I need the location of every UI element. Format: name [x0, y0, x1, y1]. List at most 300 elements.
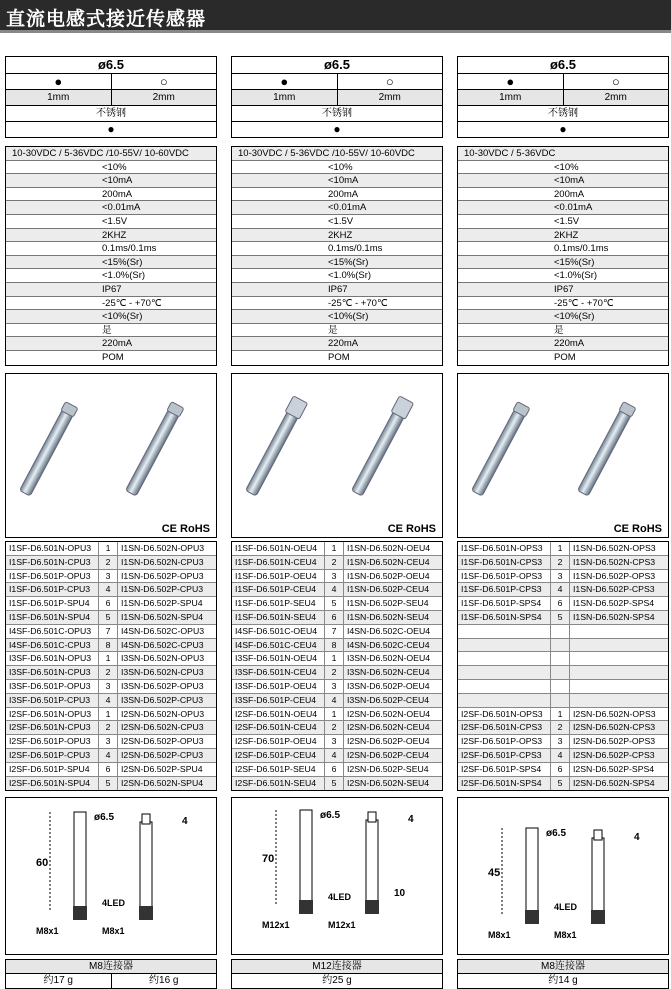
- flush-model: [458, 694, 550, 707]
- model-row: [458, 639, 668, 653]
- connector: [591, 910, 605, 924]
- flush-model: [458, 680, 550, 693]
- wiring-number: 7: [98, 625, 118, 638]
- model-row: [458, 721, 668, 735]
- model-row: [6, 652, 216, 666]
- spec-value: <1.0%(Sr): [6, 269, 216, 283]
- nonflush-model: [570, 625, 668, 638]
- spec-value: <15%(Sr): [6, 256, 216, 270]
- flush-model: I1SF-D6.501P-OEU4: [235, 570, 317, 581]
- wiring-number: 6: [98, 763, 118, 776]
- nonflush-model: I1SN-D6.502P-CEU4: [347, 584, 430, 595]
- diameter-header: ø6.5: [231, 56, 443, 74]
- spec-value: POM: [102, 351, 124, 363]
- distance-nonflush: 2mm: [111, 90, 217, 105]
- material-dot: ●: [5, 122, 217, 138]
- model-row: [232, 777, 442, 791]
- spec-value: <10mA: [232, 174, 442, 188]
- model-row: [6, 583, 216, 597]
- sensor-body: [592, 838, 604, 916]
- spec-value: 220mA: [6, 337, 216, 351]
- nonflush-model: I3SN-D6.502P-CEU4: [347, 694, 430, 705]
- flush-model: [458, 639, 550, 652]
- cap-dimension: 4: [182, 816, 188, 827]
- model-row: [6, 777, 216, 791]
- nonflush-model: I1SN-D6.502N-CEU4: [347, 556, 430, 567]
- drawing-svg: [232, 798, 442, 954]
- led-label: 4LED: [102, 898, 126, 908]
- flush-model: I2SF-D6.501P-OPS3: [461, 736, 543, 747]
- wiring-number: [550, 652, 570, 665]
- nonflush-model: I2SN-D6.502N-CEU4: [347, 722, 430, 733]
- flush-model: I3SF-D6.501P-OPU3: [9, 680, 91, 691]
- wiring-number: 3: [98, 680, 118, 693]
- wiring-number: 4: [98, 694, 118, 707]
- flush-model: I1SF-D6.501P-CPU3: [9, 584, 91, 595]
- model-table: [231, 541, 443, 791]
- nonflush-dot: ○: [337, 74, 443, 89]
- spec-value: <15%(Sr): [232, 256, 442, 270]
- spec-column: [231, 56, 443, 366]
- thread-label-2: M12x1: [328, 920, 356, 930]
- connector-footer: [457, 959, 669, 989]
- nonflush-model: I1SN-D6.502N-SPS4: [573, 611, 655, 622]
- dimension-drawing: [457, 797, 669, 955]
- connector-footer: [5, 959, 217, 989]
- nonflush-model: I1SN-D6.502P-OPS3: [573, 570, 656, 581]
- flush-model: I3SF-D6.501P-OEU4: [235, 680, 317, 691]
- flush-model: I4SF-D6.501C-CPU3: [9, 639, 91, 650]
- wiring-number: 4: [550, 749, 570, 762]
- wiring-number: 4: [324, 749, 344, 762]
- model-row: [6, 666, 216, 680]
- nonflush-model: I1SN-D6.502P-CPS3: [573, 584, 655, 595]
- ce-rohs-mark: CE RoHS: [613, 523, 662, 535]
- model-row: [6, 639, 216, 653]
- wiring-number: 8: [98, 639, 118, 652]
- wiring-number: 5: [324, 597, 344, 610]
- model-row: [232, 611, 442, 625]
- ce-rohs-mark: CE RoHS: [161, 523, 210, 535]
- nonflush-model: I1SN-D6.502P-SPU4: [121, 598, 203, 609]
- flush-model: I4SF-D6.501C-OPU3: [9, 625, 92, 636]
- model-row: [232, 680, 442, 694]
- wiring-number: 4: [98, 583, 118, 596]
- spec-value: -25℃ - +70℃: [6, 297, 216, 311]
- model-row: [6, 597, 216, 611]
- flush-model: I2SF-D6.501P-OPU3: [9, 736, 91, 747]
- connector: [139, 906, 153, 920]
- wiring-number: 2: [550, 721, 570, 734]
- model-row: [6, 570, 216, 584]
- wiring-number: 2: [324, 556, 344, 569]
- flush-model: I4SF-D6.501C-OEU4: [235, 625, 318, 636]
- flush-model: I1SF-D6.501N-CPU3: [9, 556, 91, 567]
- thread-label-2: M8x1: [102, 926, 125, 936]
- thread-label-2: M8x1: [554, 930, 577, 940]
- connector: [365, 900, 379, 914]
- nonflush-model: I2SN-D6.502N-SPS4: [573, 777, 655, 788]
- model-row: [458, 625, 668, 639]
- flush-model: I3SF-D6.501N-CPU3: [9, 667, 91, 678]
- nonflush-model: [570, 666, 668, 679]
- spec-value: <0.01mA: [232, 201, 442, 215]
- nonflush-model: I1SN-D6.502N-OEU4: [347, 543, 431, 553]
- sensor-image: [458, 374, 668, 514]
- thread-label-1: M12x1: [262, 920, 290, 930]
- spec-value: POM: [328, 351, 350, 363]
- diameter-label: ø6.5: [546, 828, 567, 839]
- wiring-number: [550, 680, 570, 693]
- model-row: [232, 625, 442, 639]
- nonflush-model: I3SN-D6.502N-OPU3: [121, 653, 205, 664]
- nonflush-model: I2SN-D6.502P-SPS4: [573, 763, 655, 774]
- nonflush-model: I1SN-D6.502P-OEU4: [347, 570, 430, 581]
- nonflush-model: I4SN-D6.502C-CPU3: [121, 639, 204, 650]
- wiring-number: 3: [550, 735, 570, 748]
- spec-value: 200mA: [458, 188, 668, 202]
- model-row: [458, 556, 668, 570]
- nonflush-dot: ○: [111, 74, 217, 89]
- weight-2: 约16 g: [111, 974, 217, 988]
- spec-value: <1.0%(Sr): [232, 269, 442, 283]
- spec-value: <10%: [232, 161, 442, 175]
- spec-value: 0.1ms/0.1ms: [6, 242, 216, 256]
- led-label: 4LED: [554, 902, 578, 912]
- model-row: [458, 708, 668, 722]
- wiring-number: 5: [324, 777, 344, 791]
- flush-model: I2SF-D6.501N-CPU3: [9, 722, 91, 733]
- wiring-number: 4: [550, 583, 570, 596]
- flush-model: I1SF-D6.501N-CPS3: [461, 556, 543, 567]
- connector: [299, 900, 313, 914]
- wiring-number: 6: [98, 597, 118, 610]
- spec-value: 10-30VDC / 5-36VDC /10-55V/ 10-60VDC: [6, 147, 216, 161]
- drawing-svg: [458, 798, 668, 954]
- wiring-number: [550, 639, 570, 652]
- nonflush-model: I2SN-D6.502N-OPU3: [121, 708, 205, 719]
- distance-row: [231, 90, 443, 106]
- wiring-number: 3: [98, 735, 118, 748]
- cap-dimension: 4: [634, 832, 640, 843]
- wiring-number: 1: [324, 542, 344, 555]
- thread-label-1: M8x1: [488, 930, 511, 940]
- nonflush-model: I3SN-D6.502P-CPU3: [121, 694, 204, 705]
- wiring-number: 3: [550, 570, 570, 583]
- nonflush-model: I3SN-D6.502P-OEU4: [347, 680, 430, 691]
- weight-1: 约14 g: [548, 975, 578, 986]
- nonflush-model: I4SN-D6.502C-OPU3: [121, 625, 205, 636]
- nonflush-model: I1SN-D6.502N-CPU3: [121, 556, 204, 567]
- flush-model: I1SF-D6.501N-OPU3: [9, 543, 92, 553]
- model-row: [458, 652, 668, 666]
- model-row: [6, 749, 216, 763]
- model-row: [458, 680, 668, 694]
- spec-value: 2KHZ: [6, 229, 216, 243]
- nonflush-model: [570, 639, 668, 652]
- model-table: [457, 541, 669, 791]
- nonflush-model: [570, 680, 668, 693]
- model-row: [6, 708, 216, 722]
- material-row: 不锈钢: [231, 106, 443, 122]
- spec-value: <1.5V: [232, 215, 442, 229]
- model-row: [232, 666, 442, 680]
- model-row: [232, 708, 442, 722]
- flush-model: I3SF-D6.501N-OPU3: [9, 653, 92, 664]
- sensor-cap: [368, 812, 376, 822]
- material-dot: ●: [231, 122, 443, 138]
- nonflush-model: [570, 652, 668, 665]
- spec-value: 0.1ms/0.1ms: [458, 242, 668, 256]
- flush-model: I2SF-D6.501P-CEU4: [235, 749, 317, 760]
- sensor-body: [300, 810, 312, 906]
- sensor-body: [140, 822, 152, 912]
- flush-model: I2SF-D6.501P-CPS3: [461, 749, 542, 760]
- model-table: [5, 541, 217, 791]
- model-row: [232, 749, 442, 763]
- model-row: [458, 735, 668, 749]
- diameter-label: ø6.5: [94, 812, 115, 823]
- wiring-number: 6: [324, 611, 344, 624]
- wiring-number: 2: [324, 721, 344, 734]
- nonflush-model: I2SN-D6.502P-OPS3: [573, 736, 656, 747]
- spec-value: 2KHZ: [458, 229, 668, 243]
- spec-value: <10%(Sr): [232, 310, 442, 324]
- model-row: [232, 652, 442, 666]
- wiring-number: 2: [98, 666, 118, 679]
- diameter-header: ø6.5: [457, 56, 669, 74]
- drawing-svg: [6, 798, 216, 954]
- flush-model: I1SF-D6.501P-SPU4: [9, 598, 90, 609]
- flush-model: I2SF-D6.501N-SPU4: [9, 777, 91, 788]
- diameter-header: ø6.5: [5, 56, 217, 74]
- nonflush-model: I1SN-D6.502P-SEU4: [347, 598, 429, 609]
- wiring-number: 1: [324, 708, 344, 721]
- spec-table: [231, 146, 443, 366]
- flush-model: I2SF-D6.501N-CPS3: [461, 722, 543, 733]
- nonflush-model: I3SN-D6.502N-CPU3: [121, 667, 204, 678]
- wiring-number: 2: [98, 721, 118, 734]
- spec-value: <1.5V: [458, 215, 668, 229]
- spec-column: [5, 56, 217, 366]
- wiring-number: 3: [324, 680, 344, 693]
- nonflush-model: I2SN-D6.502P-SEU4: [347, 763, 429, 774]
- flush-model: I2SF-D6.501P-SEU4: [235, 763, 316, 774]
- model-row: [458, 777, 668, 791]
- nonflush-model: I2SN-D6.502N-SPU4: [121, 777, 204, 788]
- nonflush-dot: ○: [563, 74, 669, 89]
- flush-dot: ●: [280, 74, 289, 89]
- diameter-label: ø6.5: [320, 810, 341, 821]
- spec-value: IP67: [232, 283, 442, 297]
- flush-model: I2SF-D6.501N-CEU4: [235, 722, 317, 733]
- sensor-cap: [594, 830, 602, 840]
- wiring-number: 3: [98, 570, 118, 583]
- flush-model: I2SF-D6.501N-OEU4: [235, 708, 318, 719]
- nonflush-model: I2SN-D6.502N-OPS3: [573, 708, 656, 719]
- model-row: [458, 542, 668, 556]
- distance-nonflush: 2mm: [337, 90, 443, 105]
- flush-model: I3SF-D6.501N-CEU4: [235, 667, 317, 678]
- model-row: [458, 694, 668, 708]
- model-row: [458, 570, 668, 584]
- distance-nonflush: 2mm: [563, 90, 669, 105]
- spec-value: <10%: [458, 161, 668, 175]
- height-dimension: 60: [36, 857, 49, 869]
- wiring-number: 8: [324, 639, 344, 652]
- wiring-number: 7: [324, 625, 344, 638]
- spec-value: 200mA: [6, 188, 216, 202]
- flush-model: [458, 652, 550, 665]
- model-row: [6, 556, 216, 570]
- material-row: 不锈钢: [457, 106, 669, 122]
- wiring-number: 1: [98, 652, 118, 665]
- spec-value: <10%(Sr): [458, 310, 668, 324]
- nonflush-model: I3SN-D6.502N-CEU4: [347, 667, 430, 678]
- nonflush-model: I2SN-D6.502P-CEU4: [347, 749, 430, 760]
- nonflush-model: I2SN-D6.502N-SEU4: [347, 777, 430, 788]
- flush-model: I1SF-D6.501P-SPS4: [461, 598, 542, 609]
- model-row: [458, 611, 668, 625]
- wiring-number: 5: [550, 777, 570, 791]
- model-row: [458, 749, 668, 763]
- connector-type: M12连接器: [232, 960, 442, 974]
- wiring-number: 5: [98, 611, 118, 624]
- mount-symbol-row: [231, 74, 443, 90]
- nonflush-model: I1SN-D6.502N-CPS3: [573, 556, 656, 567]
- flush-model: I2SF-D6.501P-SPU4: [9, 763, 90, 774]
- nonflush-model: I1SN-D6.502N-OPU3: [121, 543, 205, 553]
- spec-value: 10-30VDC / 5-36VDC /10-55V/ 10-60VDC: [232, 147, 442, 161]
- sensor-body: [74, 812, 86, 912]
- page-title: 直流电感式接近传感器: [6, 9, 207, 30]
- wiring-number: [550, 625, 570, 638]
- model-row: [232, 570, 442, 584]
- wiring-number: 3: [324, 735, 344, 748]
- spec-value: <10%(Sr): [6, 310, 216, 324]
- nonflush-model: I3SN-D6.502N-OEU4: [347, 653, 431, 664]
- spec-column: [457, 56, 669, 366]
- height-dimension: 70: [262, 853, 275, 865]
- dimension-drawing: [231, 797, 443, 955]
- wiring-number: 1: [98, 542, 118, 555]
- material-row: 不锈钢: [5, 106, 217, 122]
- nonflush-model: I2SN-D6.502P-CPS3: [573, 749, 655, 760]
- model-row: [458, 583, 668, 597]
- wiring-number: 2: [98, 556, 118, 569]
- flush-model: I1SF-D6.501N-SPU4: [9, 611, 91, 622]
- spec-value: 是: [232, 324, 442, 338]
- spec-value: -25℃ - +70℃: [232, 297, 442, 311]
- wiring-number: 5: [550, 611, 570, 624]
- nonflush-model: I2SN-D6.502N-CPU3: [121, 722, 204, 733]
- nonflush-model: I2SN-D6.502P-OEU4: [347, 736, 430, 747]
- flush-model: I1SF-D6.501N-CEU4: [235, 556, 317, 567]
- led-label: 4LED: [328, 892, 352, 902]
- sensor-image: [232, 374, 442, 514]
- thread-label-1: M8x1: [36, 926, 59, 936]
- connector-footer: [231, 959, 443, 989]
- flush-model: I3SF-D6.501P-CEU4: [235, 694, 317, 705]
- model-row: [232, 597, 442, 611]
- spec-table: [457, 146, 669, 366]
- mount-symbol-row: [457, 74, 669, 90]
- model-row: [6, 721, 216, 735]
- nonflush-model: I4SN-D6.502C-CEU4: [347, 639, 430, 650]
- flush-model: I1SF-D6.501P-OPS3: [461, 570, 543, 581]
- spec-value: 10-30VDC / 5-36VDC: [458, 147, 668, 161]
- connector: [525, 910, 539, 924]
- ce-rohs-mark: CE RoHS: [387, 523, 436, 535]
- spec-value: 2KHZ: [232, 229, 442, 243]
- spec-value: <1.5V: [6, 215, 216, 229]
- nonflush-model: I2SN-D6.502P-OPU3: [121, 736, 204, 747]
- flush-model: [458, 625, 550, 638]
- flush-model: I1SF-D6.501N-SPS4: [461, 611, 542, 622]
- wiring-number: 4: [98, 749, 118, 762]
- dimension-drawing: [5, 797, 217, 955]
- model-row: [458, 763, 668, 777]
- spec-value: <15%(Sr): [458, 256, 668, 270]
- flush-model: I2SF-D6.501P-SPS4: [461, 763, 542, 774]
- model-row: [232, 583, 442, 597]
- spec-table: [5, 146, 217, 366]
- wiring-number: 6: [324, 763, 344, 776]
- flush-model: I1SF-D6.501N-OPS3: [461, 543, 543, 553]
- flush-model: I2SF-D6.501N-OPS3: [461, 708, 543, 719]
- spec-value: <10%: [6, 161, 216, 175]
- flush-model: I2SF-D6.501P-OEU4: [235, 736, 317, 747]
- flush-dot: ●: [506, 74, 515, 89]
- sensor-image: [6, 374, 216, 514]
- flush-model: I1SF-D6.501P-CEU4: [235, 584, 317, 595]
- sensor-cap: [142, 814, 150, 824]
- model-row: [232, 556, 442, 570]
- mount-symbol-row: [5, 74, 217, 90]
- spec-value: <0.01mA: [6, 201, 216, 215]
- wiring-number: 6: [550, 763, 570, 776]
- model-row: [6, 611, 216, 625]
- material-dot: ●: [457, 122, 669, 138]
- weight-row: [232, 974, 442, 988]
- flush-model: I2SF-D6.501N-OPU3: [9, 708, 92, 719]
- model-row: [458, 666, 668, 680]
- connector-type: M8连接器: [6, 960, 216, 974]
- spec-value: 是: [6, 324, 216, 338]
- sensor-body: [526, 828, 538, 916]
- weight-1: 约17 g: [43, 975, 73, 986]
- nonflush-model: I1SN-D6.502N-SPU4: [121, 611, 204, 622]
- spec-value: 220mA: [458, 337, 668, 351]
- model-row: [6, 680, 216, 694]
- flush-model: I4SF-D6.501C-CEU4: [235, 639, 317, 650]
- model-row: [6, 735, 216, 749]
- model-row: [6, 694, 216, 708]
- spec-value: <10mA: [6, 174, 216, 188]
- nonflush-model: I1SN-D6.502P-SPS4: [573, 598, 655, 609]
- spec-value: POM: [554, 351, 576, 363]
- flush-model: [458, 666, 550, 679]
- flush-model: I2SF-D6.501N-SEU4: [235, 777, 317, 788]
- nonflush-model: I2SN-D6.502P-CPU3: [121, 749, 204, 760]
- weight-1: 约25 g: [322, 975, 352, 986]
- connector-length: 10: [394, 888, 406, 899]
- flush-model: I2SF-D6.501N-SPS4: [461, 777, 542, 788]
- model-row: [232, 763, 442, 777]
- spec-value: 200mA: [232, 188, 442, 202]
- wiring-number: 1: [550, 708, 570, 721]
- weight-row: [458, 974, 668, 988]
